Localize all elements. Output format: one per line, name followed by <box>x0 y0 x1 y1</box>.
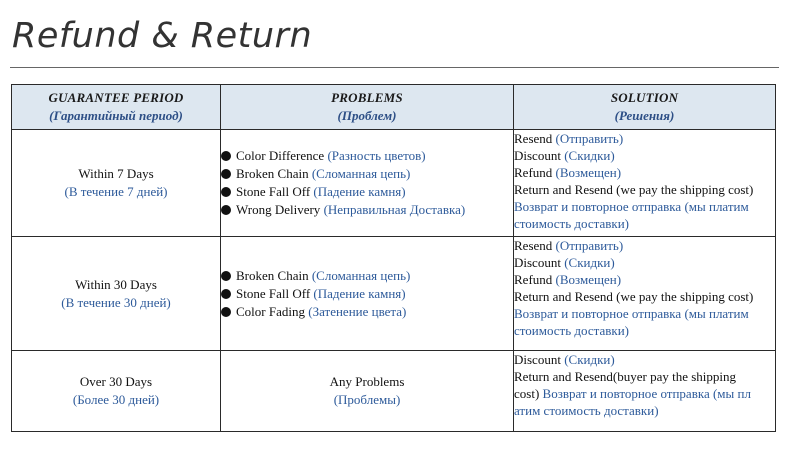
table-header-row <box>12 85 776 130</box>
header-problems: PROBLEMS (Проблем) <box>221 85 514 130</box>
period-label-ru: (В течение 7 дней) <box>64 184 168 199</box>
solution-line: Resend (Отправить) <box>514 238 624 253</box>
period-label: Within 30 Days <box>75 276 157 292</box>
bullet-icon <box>221 271 231 281</box>
period-cell <box>12 130 221 237</box>
solution-line: Discount (Скидки) <box>514 148 615 163</box>
solution-line: Discount (Скидки) <box>514 255 615 270</box>
list-item: Color Difference (Разность цветов) <box>221 147 513 165</box>
solution-cell <box>514 237 776 351</box>
solution-line: Возврат и повторное отправка (мы платим <box>514 199 749 214</box>
refund-policy-table <box>11 84 776 432</box>
period-label: Over 30 Days <box>79 374 153 389</box>
solution-line: Возврат и повторное отправка (мы платим <box>514 306 749 321</box>
problems-cell <box>221 130 514 237</box>
solution-line: Refund (Возмещен) <box>514 165 622 180</box>
bullet-icon <box>221 307 231 317</box>
any-problems-label-ru: (Проблемы) <box>333 392 401 407</box>
list-item: Stone Fall Off (Падение камня) <box>221 183 513 201</box>
bullet-icon <box>221 205 231 215</box>
bullet-icon <box>221 169 231 179</box>
bullet-icon <box>221 187 231 197</box>
period-cell <box>12 351 221 432</box>
bullet-icon <box>221 151 231 161</box>
period-label-ru: (Более 30 дней) <box>72 392 160 407</box>
solution-line: Return and Resend(buyer pay the shipping <box>514 369 737 384</box>
period-cell <box>12 237 221 351</box>
problems-cell <box>221 237 514 351</box>
period-label-ru: (В течение 30 дней) <box>61 294 171 310</box>
any-problems-label: Any Problems <box>329 374 405 389</box>
bullet-icon <box>221 289 231 299</box>
solution-line: Discount (Скидки) <box>514 352 615 367</box>
table-row <box>12 237 776 351</box>
list-item: Color Fading (Затенение цвета) <box>221 303 513 321</box>
solution-line: атим стоимость доставки) <box>514 403 659 418</box>
header-guarantee-period: GUARANTEE PERIOD (Гарантийный период) <box>12 85 221 130</box>
solution-line: Resend (Отправить) <box>514 131 624 146</box>
table-row <box>12 130 776 237</box>
list-item: Stone Fall Off (Падение камня) <box>221 285 513 303</box>
table-row <box>12 351 776 432</box>
list-item: Wrong Delivery (Неправильная Доставка) <box>221 201 513 219</box>
list-item: Broken Chain (Сломанная цепь) <box>221 267 513 285</box>
solution-line: cost) Возврат и повторное отправка (мы пл <box>514 386 751 401</box>
header-solution: SOLUTION (Решения) <box>514 85 776 130</box>
solution-line: Refund (Возмещен) <box>514 272 622 287</box>
solution-cell <box>514 351 776 432</box>
solution-line: стоимость доставки) <box>514 216 629 231</box>
title-divider <box>10 67 779 68</box>
page-title: Refund & Return <box>12 16 313 56</box>
solution-cell <box>514 130 776 237</box>
solution-line: Return and Resend (we pay the shipping cost) <box>514 182 754 197</box>
problems-cell <box>221 351 514 432</box>
list-item: Broken Chain (Сломанная цепь) <box>221 165 513 183</box>
period-label: Within 7 Days <box>78 166 154 181</box>
solution-line: Return and Resend (we pay the shipping cost) <box>514 289 754 304</box>
solution-line: стоимость доставки) <box>514 323 629 338</box>
